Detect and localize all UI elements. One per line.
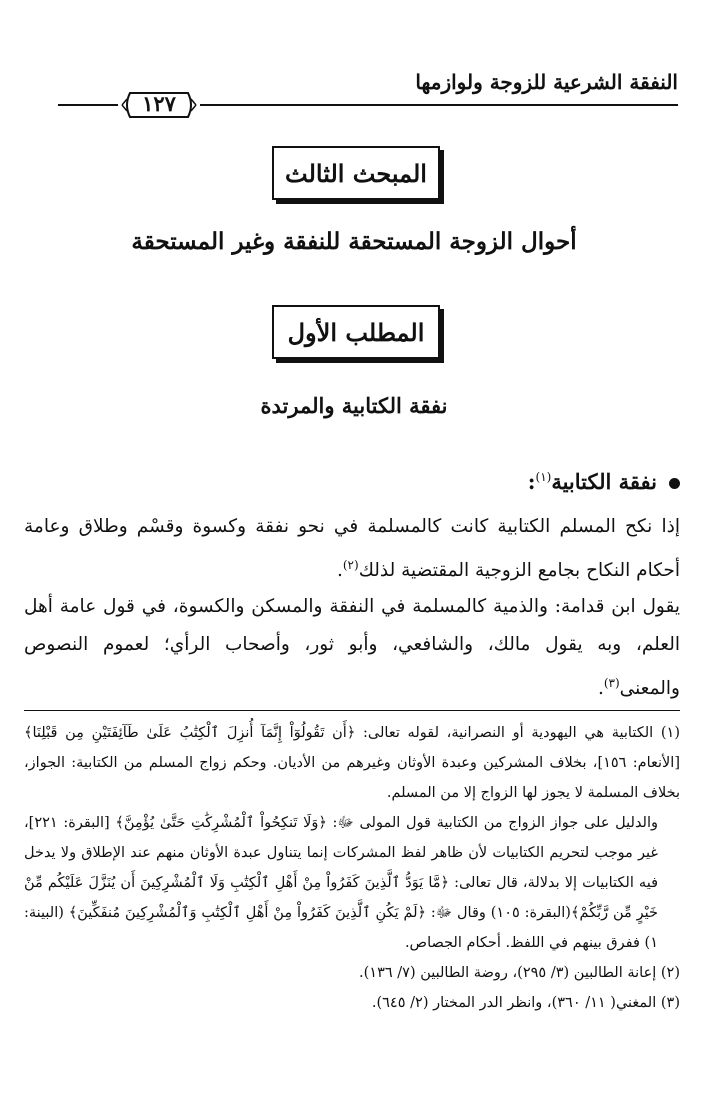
subsection-title: المطلب الأول: [287, 317, 425, 347]
footnote-separator: [24, 710, 680, 711]
running-title: النفقة الشرعية للزوجة ولوازمها: [415, 70, 678, 94]
paragraph-1: [24, 508, 680, 590]
subsection-heading: نفقة الكتابية والمرتدة: [260, 393, 448, 418]
paragraph-1-text: إذا نكح المسلم الكتابية كانت كالمسلمة في نحو نفقة وكسوة وقسْم وطلاق وعامة أحكام النكاح بجامع الزوجية المقتضية لذلك: [24, 516, 680, 582]
footnote-2: (٢) إعانة الطالبين (٣/ ٢٩٥)، روضة الطالبين (٧/ ١٣٦).: [359, 965, 680, 981]
section-heading: أحوال الزوجة المستحقة للنفقة وغير المستحقة: [131, 228, 577, 255]
subsection-title-box: [272, 305, 440, 359]
paragraph-1-end: .: [336, 560, 343, 582]
topic-heading-text: نفقة الكتابية: [551, 469, 657, 494]
footnote-3: (٣) المغني( ١١/ ٣٦٠)، وانظر الدر المختار (٢/ ٦٤٥).: [371, 995, 680, 1011]
paragraph-2: [24, 588, 680, 708]
footnote-ref-2: (٢): [342, 558, 359, 572]
footnote-1-part-2: والدليل على جواز الزواج من الكتابية قول المولى ﷻ: ﴿وَلَا تَنكِحُواْ ٱلْمُشْرِكَٰتِ حَتَّىٰ يُؤْمِنَّ﴾ [البقرة: ٢٢١]، غير موجب لتحريم الكتابيات لأن ظاهر لفظ المشركات إنما يتناول عبدة الأوثان منهم عند الإطلاق ولا يدخل فيه الكتابيات إلا بدلالة، قال تعالى: ﴿مَّا يَوَدُّ ٱلَّذِينَ كَفَرُواْ مِنْ أَهْلِ ٱلْكِتَٰبِ وَلَا ٱلْمُشْرِكِينَ أَن يُنَزَّلَ عَلَيْكُم مِّنْ خَيْرٍ مِّن رَّبِّكُمْ﴾(البقرة: ١٠٥) وقال ﷻ: ﴿لَمْ يَكُنِ ٱلَّذِينَ كَفَرُواْ مِنْ أَهْلِ ٱلْكِتَٰبِ وَٱلْمُشْرِكِينَ مُنفَكِّينَ﴾ (البينة: ١) ففرق بينهم في اللفظ. أحكام الجصاص.: [24, 815, 658, 951]
page-number-ornament: [118, 90, 200, 120]
section-title-box: [272, 146, 440, 200]
footnotes: [24, 718, 680, 1018]
topic-colon: :: [527, 469, 536, 494]
footnote-ref-3: (٣): [603, 676, 620, 690]
footnote-ref-1: (١): [535, 470, 552, 484]
paragraph-2-text: يقول ابن قدامة: والذمية كالمسلمة في النفقة والمسكن والكسوة، في قول عامة أهل العلم، وبه يقول مالك، والشافعي، وأبو ثور، وأصحاب الرأي؛ لعموم النصوص والمعنى: [24, 596, 680, 700]
paragraph-2-end: .: [597, 678, 604, 700]
section-title: المبحث الثالث: [285, 158, 427, 188]
bullet-icon: [669, 478, 680, 489]
page-number: ١٢٧: [142, 91, 176, 116]
topic-heading: [528, 469, 680, 494]
footnote-1-part-1: (١) الكتابية هي اليهودية أو النصرانية، لقوله تعالى: ﴿أَن تَقُولُوٓاْ إِنَّمَآ أُنزِلَ ٱلْكِتَٰبُ عَلَىٰ طَآئِفَتَيْنِ مِن قَبْلِنَا﴾ [الأنعام: ١٥٦]، بخلاف المشركين وعبدة الأوثان وغيرهم من الأديان. وحكم زواج المسلم من الكتابية: الجواز، بخلاف المسلمة لا يجوز لها الزواج إلا من المسلم.: [24, 725, 680, 801]
